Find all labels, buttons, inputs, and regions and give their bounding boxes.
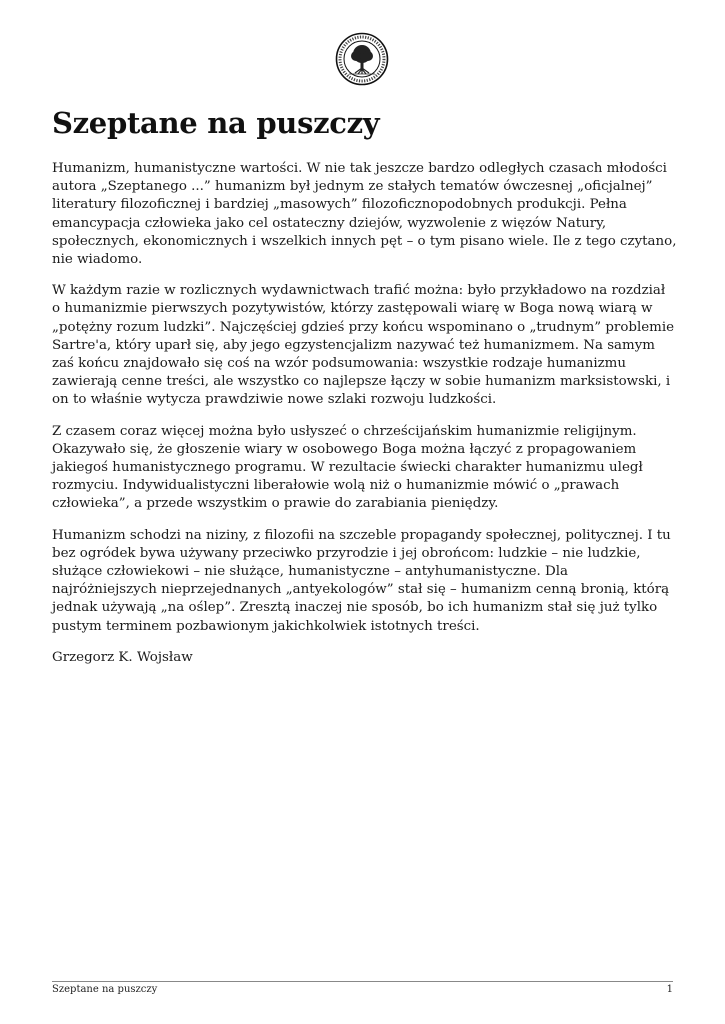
article-paragraph: Humanizm schodzi na niziny, z filozofii na szczeble propagandy społecznej, politycznej. I tu bez ogródek bywa używany przeciwko przyrodzie i jej obrońcom: ludzkie – nie ludzkie, służące człowiekowi – nie służące, humanistyczne – antyhumanistyczne. Dla najróżniejszych nieprzejednanych „antyekologów” stał się – humanizm cenną bronią, którą jednak używają „na oślep”. Zresztą inaczej nie sposób, bo ich humanizm stał się już tylko pustym terminem pozbawionym jakichkolwiek istotnych treści. <box>52 527 671 634</box>
article-body <box>52 160 677 680</box>
article-paragraph: Humanizm, humanistyczne wartości. W nie tak jeszcze bardzo odległych czasach młodości autora „Szeptanego ...” humanizm był jednym ze stałych tematów ówczesnej „oficjalnej” literatury filozoficznej i bardziej „masowych” filozoficznopodobnych produkcji. Pełna emancypacja człowieka jako cel ostateczny dziejów, wyzwolenie z więzów Natury, społecznych, ekonomicznych i wszelkich innych pęt – o tym pisano wiele. Ile z tego czytano, nie wiadomo. <box>52 161 677 268</box>
site-logo <box>335 32 389 86</box>
article-title: Szeptane na puszczy <box>52 106 380 140</box>
footer-title: Szeptane na puszczy <box>52 984 158 995</box>
article-paragraph: W każdym razie w rozlicznych wydawnictwach trafić można: było przykładowo na rozdział o humanizmie pierwszych pozytywistów, którzy zastępowali wiarę w Boga nową wiarą w „potężny rozum ludzki”. Najczęściej gdzieś przy końcu wspominano o „trudnym” problemie Sartre'a, który uparł się, aby jego egzystencjalizm nazywać też humanizmem. Na samym zaś końcu znajdowało się coś na wzór podsumowania: wszystkie rodzaje humanizmu zawierają cenne treści, ale wszystko co najlepsze łączy w sobie humanizm marksistowski, i on to właśnie wytycza prawdziwie nowe szlaki rozwoju ludzkości. <box>52 283 675 408</box>
footer-divider <box>52 981 673 982</box>
tree-seal-icon <box>335 32 389 86</box>
page-number: 1 <box>666 984 673 995</box>
article-paragraph: Z czasem coraz więcej można było usłyszeć o chrześcijańskim humanizmie religijnym. Okazywało się, że głoszenie wiary w osobowego Boga można łączyć z propagowaniem jakiegoś humanistycznego programu. W rezultacie świecki charakter humanizmu uległ rozmyciu. Indywidualistyczni liberałowie wolą niż o humanizmie mówić o „prawach człowieka”, a przede wszystkim o prawie do zarabiania pieniędzy. <box>52 423 643 512</box>
article-author: Grzegorz K. Wojsław <box>52 649 193 665</box>
